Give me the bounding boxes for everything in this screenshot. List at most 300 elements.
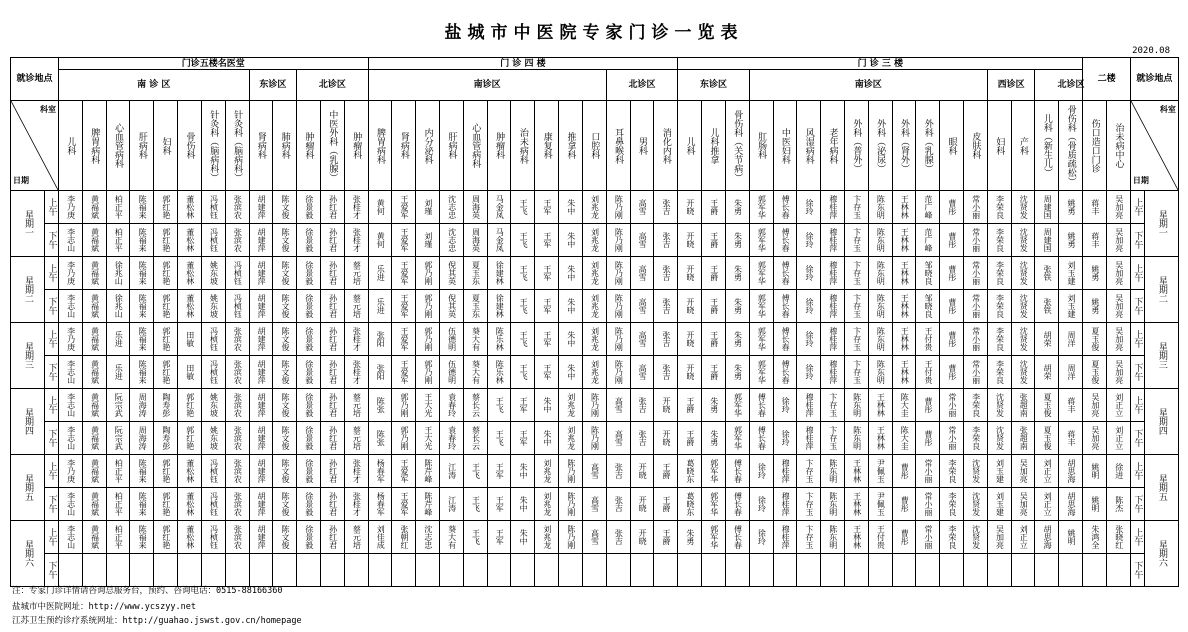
- doctor-name: 冯桢钰: [209, 459, 219, 483]
- doctor-name: 孙红君: [328, 459, 338, 483]
- doctor-cell: [559, 356, 583, 389]
- doctor-cell: [368, 389, 392, 422]
- halfday-am: [45, 389, 59, 422]
- doctor-name: 卞存玉: [852, 294, 862, 318]
- doctor-cell: [844, 323, 868, 356]
- doctor-cell: [749, 257, 773, 290]
- dept-5: [154, 101, 178, 191]
- dept-31-text: 中医妇科: [779, 127, 790, 164]
- doctor-name: 傅长春: [781, 261, 791, 285]
- dept-9-text: 肾病科: [255, 132, 266, 159]
- doctor-name: 朱勇: [733, 364, 743, 380]
- doctor-cell: [320, 389, 344, 422]
- doctor-name: 李志山: [66, 294, 76, 318]
- doctor-cell: [320, 356, 344, 389]
- doctor-name: 蔡长云: [471, 393, 481, 417]
- doctor-cell: [201, 323, 225, 356]
- doctor-cell: [487, 422, 511, 455]
- dept-9: [249, 101, 273, 191]
- doctor-name: 李荣良: [995, 228, 1005, 252]
- doctor-cell: [725, 191, 749, 224]
- doctor-name: 常小丽: [971, 294, 981, 318]
- doctor-cell: [654, 257, 678, 290]
- zone-7-text: 南诊区: [854, 80, 882, 90]
- schedule-table: [10, 57, 1179, 587]
- doctor-name: 徐玲: [804, 265, 814, 281]
- dept-44: [1083, 101, 1107, 191]
- doctor-cell: [892, 224, 916, 257]
- doctor-cell: [559, 224, 583, 257]
- doctor-name: 王林林: [900, 261, 910, 285]
- doctor-name: 王大光: [423, 393, 433, 417]
- doctor-cell: [130, 554, 154, 587]
- doctor-name: 蔡元培: [352, 261, 362, 285]
- doctor-name: 卞存玉: [828, 393, 838, 417]
- doctor-cell: [344, 356, 368, 389]
- doctor-cell: [868, 554, 892, 587]
- doctor-cell: [154, 521, 178, 554]
- doctor-cell: [797, 356, 821, 389]
- doctor-name: 曹彤: [924, 397, 933, 413]
- doctor-name: 郭军华: [733, 393, 743, 417]
- doctor-name: 穆桂萍: [828, 261, 838, 285]
- doctor-name: 陈东明: [876, 360, 886, 384]
- doctor-name: 陈芹峰: [423, 459, 433, 483]
- doctor-cell: [654, 356, 678, 389]
- doctor-cell: [130, 488, 154, 521]
- doctor-cell: [201, 554, 225, 587]
- doctor-cell: [868, 191, 892, 224]
- doctor-cell: [582, 455, 606, 488]
- doctor-cell: [868, 521, 892, 554]
- doctor-cell: [225, 356, 249, 389]
- halfday-pm-right: [1130, 554, 1144, 587]
- doctor-name: 李乃庚: [66, 261, 76, 285]
- doctor-cell: [844, 257, 868, 290]
- doctor-name: 傅长春: [781, 360, 791, 384]
- doctor-cell: [511, 488, 535, 521]
- zone-1-text: 南 诊 区: [137, 80, 171, 90]
- doctor-cell: [702, 422, 726, 455]
- doctor-cell: [1011, 389, 1035, 422]
- zone-3-text: 北诊区: [318, 80, 346, 90]
- dept-7: [201, 101, 225, 191]
- dept-32-text: 风湿病科: [803, 127, 814, 164]
- doctor-name: 陈文俊: [280, 294, 290, 318]
- day-label-1: [11, 191, 45, 257]
- doctor-cell: [654, 521, 678, 554]
- doctor-cell: [201, 422, 225, 455]
- doctor-name: 张桂才: [352, 459, 362, 483]
- dept-36-text: 外科（肾外）: [898, 118, 909, 173]
- doctor-cell: [392, 290, 416, 323]
- doctor-cell: [59, 521, 83, 554]
- doctor-name: 王飞: [519, 265, 529, 281]
- doctor-name: 刘兆龙: [566, 393, 576, 417]
- doctor-name: 郭乃刚: [423, 261, 433, 285]
- doctor-name: 王爵: [709, 331, 719, 347]
- doctor-name: 高雪: [638, 331, 648, 347]
- doctor-name: 穆桂萍: [781, 492, 791, 516]
- doctor-name: 胡建萍: [257, 525, 267, 549]
- location-label-right: [1130, 58, 1178, 101]
- doctor-cell: [249, 224, 273, 257]
- doctor-cell: [773, 323, 797, 356]
- doctor-cell: [1107, 356, 1131, 389]
- doctor-cell: [273, 191, 297, 224]
- location-label-left: [11, 58, 59, 101]
- doctor-name: 徐玲: [757, 463, 767, 479]
- doctor-cell: [1083, 191, 1107, 224]
- doctor-cell: [440, 521, 464, 554]
- doctor-cell: [344, 224, 368, 257]
- doctor-cell: [582, 422, 606, 455]
- doctor-name: 沈贤发: [995, 426, 1005, 450]
- doctor-name: 陈文俊: [280, 261, 290, 285]
- doctor-cell: [582, 191, 606, 224]
- doctor-name: 王军: [542, 265, 552, 281]
- doctor-cell: [440, 554, 464, 587]
- doctor-name: 郭乃刚: [400, 393, 410, 417]
- day-label-right-3-text: 星期三: [1156, 342, 1167, 369]
- doctor-cell: [1107, 389, 1131, 422]
- doctor-cell: [392, 257, 416, 290]
- dept-33-text: 老年病科: [827, 127, 838, 164]
- doctor-name: 刘正立: [1114, 426, 1124, 450]
- doctor-cell: [987, 521, 1011, 554]
- doctor-name: 徐玲: [804, 331, 814, 347]
- doctor-name: 胡建萍: [257, 393, 267, 417]
- halfday-pm-text: 下午: [46, 297, 57, 315]
- doctor-cell: [273, 422, 297, 455]
- doctor-cell: [654, 323, 678, 356]
- doctor-cell: [392, 455, 416, 488]
- dept-34: [844, 101, 868, 191]
- doctor-name: 董松林: [185, 195, 195, 219]
- doctor-cell: [320, 290, 344, 323]
- doctor-cell: [702, 521, 726, 554]
- doctor-name: 黄福斌: [90, 195, 100, 219]
- doctor-cell: [463, 455, 487, 488]
- doctor-name: 倪其英: [447, 261, 457, 285]
- zone-4-text: 南诊区: [473, 80, 501, 90]
- doctor-name: 王林林: [900, 195, 910, 219]
- doctor-name: 李志山: [66, 228, 76, 252]
- dept-13: [344, 101, 368, 191]
- dept-24: [606, 101, 630, 191]
- doctor-name: 沈贤发: [971, 459, 981, 483]
- doctor-cell: [1059, 257, 1083, 290]
- doctor-name: 张吉: [662, 265, 672, 281]
- dept-35: [868, 101, 892, 191]
- doctor-name: 曹彤: [947, 232, 957, 248]
- doctor-cell: [987, 488, 1011, 521]
- doctor-cell: [249, 323, 273, 356]
- doctor-name: 夏玉东: [471, 261, 481, 285]
- doctor-name: 黄福斌: [90, 525, 100, 549]
- dept-37-text: 外科（乳腺）: [922, 118, 933, 173]
- doctor-name: 张吉: [638, 397, 648, 413]
- doctor-cell: [82, 488, 106, 521]
- doctor-name: 冯桢钰: [209, 525, 219, 549]
- doctor-name: 范广峰: [924, 195, 933, 219]
- doctor-cell: [1107, 224, 1131, 257]
- doctor-cell: [320, 521, 344, 554]
- doctor-cell: [82, 224, 106, 257]
- doctor-cell: [606, 389, 630, 422]
- halfday-am: [45, 455, 59, 488]
- halfday-am-text: 上午: [46, 264, 57, 282]
- doctor-cell: [678, 191, 702, 224]
- doctor-name: 郭红艳: [161, 459, 171, 483]
- dept-21-text: 康复科: [541, 132, 552, 159]
- doctor-name: 姚东坡: [209, 294, 219, 318]
- doctor-name: 李荣良: [995, 294, 1005, 318]
- doctor-cell: [511, 224, 535, 257]
- doctor-cell: [773, 290, 797, 323]
- doctor-cell: [59, 290, 83, 323]
- doctor-cell: [725, 488, 749, 521]
- doctor-name: 徐建林: [495, 261, 505, 285]
- dept-24-text: 耳鼻喉科: [613, 127, 624, 164]
- doctor-name: 陈乃刚: [590, 426, 600, 450]
- doctor-name: 开晓: [685, 265, 695, 281]
- dept-33: [821, 101, 845, 191]
- doctor-cell: [106, 521, 130, 554]
- doctor-cell: [535, 323, 559, 356]
- doctor-cell: [964, 389, 988, 422]
- doctor-cell: [1035, 257, 1059, 290]
- doctor-cell: [844, 224, 868, 257]
- doctor-name: 柏正平: [114, 492, 124, 516]
- doctor-cell: [797, 521, 821, 554]
- doctor-cell: [463, 191, 487, 224]
- halfday-pm: [45, 290, 59, 323]
- doctor-cell: [297, 488, 321, 521]
- doctor-cell: [1083, 224, 1107, 257]
- dept-34-text: 外科（普外）: [851, 118, 862, 173]
- doctor-cell: [344, 323, 368, 356]
- doctor-cell: [868, 356, 892, 389]
- doctor-name: 柏正平: [114, 525, 124, 549]
- doctor-cell: [559, 521, 583, 554]
- dept-26: [654, 101, 678, 191]
- doctor-name: 阮宗武: [114, 393, 124, 417]
- doctor-cell: [297, 257, 321, 290]
- doctor-name: 朱中: [519, 463, 529, 479]
- halfday-pm-right: [1130, 224, 1144, 257]
- doctor-cell: [225, 389, 249, 422]
- doctor-name: 朱勇: [685, 529, 695, 545]
- doctor-cell: [273, 356, 297, 389]
- doctor-cell: [1011, 488, 1035, 521]
- doctor-cell: [749, 554, 773, 587]
- doctor-name: 徐景毅: [304, 261, 314, 285]
- dept-14: [368, 101, 392, 191]
- doctor-name: 王飞: [495, 430, 505, 446]
- doctor-name: 陈乃刚: [614, 228, 624, 252]
- doctor-cell: [59, 356, 83, 389]
- doctor-name: 孙红君: [328, 195, 338, 219]
- doctor-name: 王爱军: [400, 459, 410, 483]
- doctor-cell: [1035, 422, 1059, 455]
- keshi-label-right: 科室: [1159, 105, 1176, 114]
- doctor-name: 张超南: [1019, 426, 1029, 450]
- doctor-name: 曹彤: [900, 463, 910, 479]
- doctor-cell: [249, 455, 273, 488]
- doctor-cell: [535, 554, 559, 587]
- doctor-name: 朱中: [566, 232, 576, 248]
- doctor-cell: [1059, 422, 1083, 455]
- doctor-cell: [582, 488, 606, 521]
- doctor-name: 黄福斌: [90, 294, 100, 318]
- doctor-name: 吴加亮: [1114, 327, 1124, 351]
- doctor-name: 王爵: [662, 463, 672, 479]
- doctor-name: 张铁: [1043, 265, 1053, 281]
- doctor-name: 王林林: [876, 393, 886, 417]
- doctor-cell: [249, 554, 273, 587]
- dept-42: [1035, 101, 1059, 191]
- doctor-name: 郭军华: [757, 228, 767, 252]
- doctor-name: 郭军华: [709, 459, 719, 483]
- doctor-name: 朱中: [566, 331, 576, 347]
- doctor-cell: [59, 257, 83, 290]
- doctor-cell: [1059, 521, 1083, 554]
- doctor-cell: [606, 224, 630, 257]
- doctor-cell: [940, 323, 964, 356]
- doctor-cell: [392, 224, 416, 257]
- doctor-name: 陈乃刚: [566, 459, 576, 483]
- doctor-name: 冯桢钰: [209, 327, 219, 351]
- doctor-name: 开晓: [638, 529, 648, 545]
- doctor-cell: [964, 422, 988, 455]
- doctor-name: 李荣良: [971, 393, 981, 417]
- doctor-cell: [821, 488, 845, 521]
- doctor-name: 周洋: [1066, 331, 1076, 347]
- doctor-cell: [1011, 224, 1035, 257]
- doctor-cell: [892, 488, 916, 521]
- doctor-cell: [320, 224, 344, 257]
- doctor-name: 陈东明: [852, 426, 862, 450]
- doctor-cell: [630, 224, 654, 257]
- doctor-cell: [844, 389, 868, 422]
- doctor-cell: [225, 257, 249, 290]
- doctor-cell: [344, 191, 368, 224]
- doctor-cell: [535, 191, 559, 224]
- doctor-name: 朱中: [519, 529, 529, 545]
- doctor-cell: [725, 224, 749, 257]
- doctor-name: 张吉: [614, 529, 624, 545]
- doctor-cell: [82, 191, 106, 224]
- doctor-name: 卞存玉: [804, 525, 814, 549]
- dept-15: [392, 101, 416, 191]
- doctor-cell: [535, 389, 559, 422]
- doctor-cell: [249, 191, 273, 224]
- day-label-5: [11, 455, 45, 521]
- dept-20: [511, 101, 535, 191]
- doctor-cell: [868, 389, 892, 422]
- doctor-cell: [368, 224, 392, 257]
- doctor-name: 郭军华: [757, 261, 767, 285]
- doctor-name: 张吉: [662, 199, 672, 215]
- doctor-name: 孙红君: [328, 228, 338, 252]
- doctor-name: 刘玉建: [995, 459, 1005, 483]
- doctor-name: 徐玲: [804, 199, 814, 215]
- doctor-cell: [654, 191, 678, 224]
- doctor-name: 蔡长云: [471, 426, 481, 450]
- doctor-name: 高雪: [590, 496, 600, 512]
- doctor-cell: [702, 257, 726, 290]
- doctor-cell: [797, 389, 821, 422]
- doctor-name: 沈贤发: [1019, 360, 1029, 384]
- doctor-cell: [630, 422, 654, 455]
- day-label-right-5: [1144, 455, 1178, 521]
- doctor-name: 阮宗武: [114, 426, 124, 450]
- doctor-name: 王军: [495, 529, 505, 545]
- doctor-cell: [1059, 356, 1083, 389]
- doctor-cell: [630, 191, 654, 224]
- doctor-name: 倪其英: [447, 294, 457, 318]
- doctor-cell: [1035, 389, 1059, 422]
- doctor-name: 开晓: [685, 199, 695, 215]
- doctor-name: 陈张: [376, 430, 386, 446]
- doctor-name: 刘正立: [1114, 393, 1124, 417]
- doctor-cell: [154, 488, 178, 521]
- doctor-name: 张滨农: [233, 393, 243, 417]
- doctor-cell: [130, 521, 154, 554]
- halfday-am-text: 上午: [46, 528, 57, 546]
- doctor-name: 刘正立: [1019, 525, 1029, 549]
- halfday-am-right-text: 上午: [1132, 462, 1143, 480]
- doctor-cell: [797, 191, 821, 224]
- doctor-cell: [773, 455, 797, 488]
- footer-site-booking: 江苏卫生预约诊疗系统网址：http://guahao.jswst.gov.cn/homepage: [12, 616, 302, 626]
- doctor-cell: [630, 389, 654, 422]
- building-3-text: 门 诊 三 楼: [857, 58, 903, 69]
- doctor-cell: [273, 521, 297, 554]
- doctor-cell: [154, 290, 178, 323]
- doctor-cell: [59, 455, 83, 488]
- doctor-name: 王林林: [900, 228, 910, 252]
- doctor-cell: [797, 323, 821, 356]
- doctor-name: 王飞: [471, 496, 481, 512]
- doctor-name: 陈东明: [828, 492, 838, 516]
- doctor-cell: [130, 257, 154, 290]
- doctor-name: 陈张: [376, 397, 386, 413]
- doctor-name: 胡建萍: [257, 360, 267, 384]
- doctor-cell: [1035, 488, 1059, 521]
- doctor-name: 姚明: [1066, 529, 1076, 545]
- doctor-name: 张吉: [662, 232, 672, 248]
- dept-10-text: 肺病科: [279, 132, 290, 159]
- doctor-cell: [487, 455, 511, 488]
- doctor-cell: [940, 488, 964, 521]
- doctor-name: 朱鸿全: [1090, 525, 1100, 549]
- doctor-cell: [392, 422, 416, 455]
- dept-8-text: 针灸科（脑病科）: [232, 109, 243, 182]
- doctor-cell: [273, 455, 297, 488]
- doctor-name: 开晓: [685, 232, 695, 248]
- doctor-cell: [606, 323, 630, 356]
- doctor-name: 张超南: [1019, 393, 1029, 417]
- doctor-cell: [773, 257, 797, 290]
- doctor-name: 王军: [542, 232, 552, 248]
- doctor-name: 朱中: [542, 397, 552, 413]
- doctor-name: 郭红艳: [185, 393, 195, 417]
- doctor-cell: [59, 554, 83, 587]
- doctor-name: 朱中: [566, 364, 576, 380]
- doctor-cell: [773, 422, 797, 455]
